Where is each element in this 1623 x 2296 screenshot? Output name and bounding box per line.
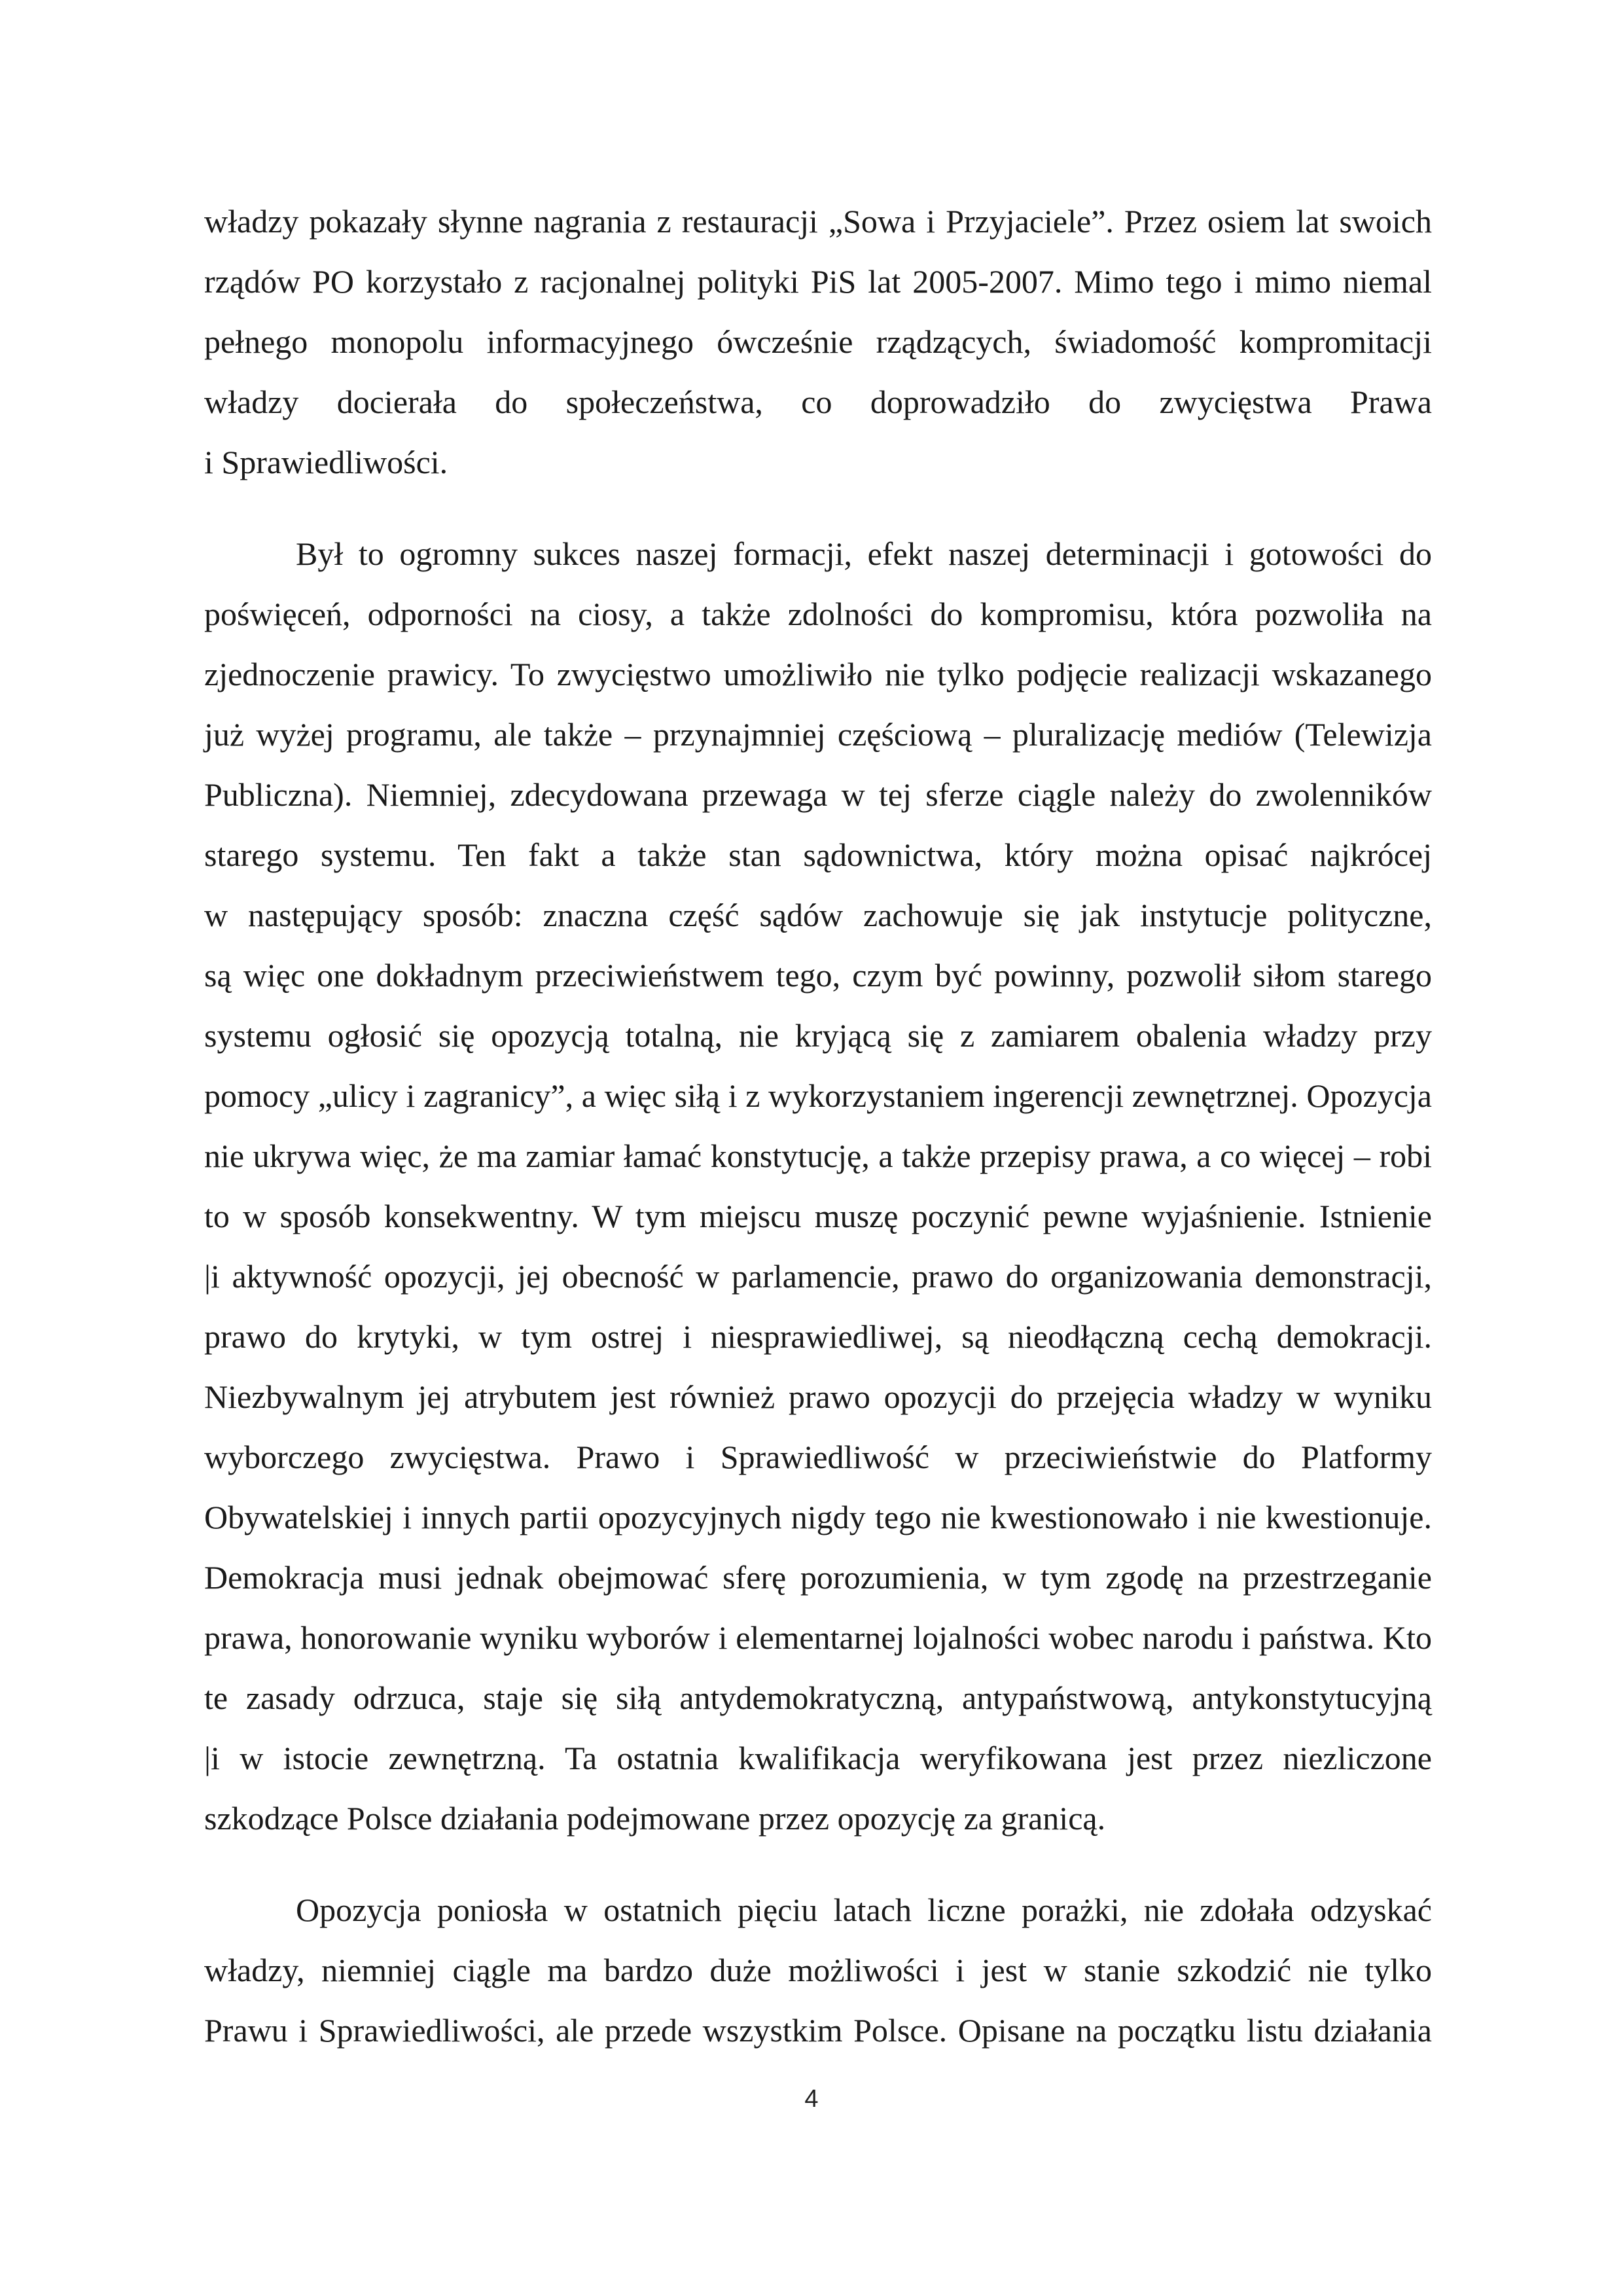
text-line: już wyżej programu, ale także – przynajmniej częściową – pluralizację mediów (Telewizja [204,716,1432,753]
text-line: prawa, honorowanie wyniku wyborów i elementarnej lojalności wobec narodu i państwa. Kto [204,1619,1432,1656]
text-line: Prawu i Sprawiedliwości, ale przede wszystkim Polsce. Opisane na początku listu działania [204,2012,1432,2049]
text-line: wyborczego zwycięstwa. Prawo i Sprawiedliwość w przeciwieństwie do Platformy [204,1439,1432,1475]
text-line: rządów PO korzystało z racjonalnej polityki PiS lat 2005-2007. Mimo tego i mimo niemal [204,263,1432,300]
text-line: systemu ogłosić się opozycją totalną, nie kryjącą się z zamiarem obalenia władzy przy [204,1017,1432,1054]
text-line: pomocy „ulicy i zagranicy”, a więc siłą i z wykorzystaniem ingerencji zewnętrznej. Opozycja [204,1077,1432,1114]
paragraph-gap [204,492,1432,524]
text-line: władzy, niemniej ciągle ma bardzo duże możliwości i jest w stanie szkodzić nie tylko [204,1952,1432,1988]
text-line: w następujący sposób: znaczna część sądów zachowuje się jak instytucje polityczne, [204,897,1432,933]
text-line: pełnego monopolu informacyjnego ówcześnie rządzących, świadomość kompromitacji [204,323,1432,360]
text-line: nie ukrywa więc, że ma zamiar łamać konstytucję, a także przepisy prawa, a co więcej – robi [204,1138,1432,1174]
text-line: prawo do krytyki, w tym ostrej i niesprawiedliwej, są nieodłączną cechą demokracji. [204,1318,1432,1355]
paragraph-gap [204,1848,1432,1880]
text-line: |i aktywność opozycji, jej obecność w parlamencie, prawo do organizowania demonstracji, [204,1258,1432,1295]
text-line: to w sposób konsekwentny. W tym miejscu muszę poczynić pewne wyjaśnienie. Istnienie [204,1198,1432,1234]
text-line: Obywatelskiej i innych partii opozycyjnych nigdy tego nie kwestionowało i nie kwestionuje. [204,1499,1432,1535]
text-line: są więc one dokładnym przeciwieństwem tego, czym być powinny, pozwolił siłom starego [204,957,1432,994]
text-line: szkodzące Polsce działania podejmowane przez opozycję za granicą. [204,1800,1106,1837]
text-line: |i w istocie zewnętrzną. Ta ostatnia kwalifikacja weryfikowana jest przez niezliczone [204,1740,1432,1776]
paragraph [204,524,1432,1848]
text-line: Demokracja musi jednak obejmować sferę porozumienia, w tym zgodę na przestrzeganie [204,1559,1432,1596]
text-line: starego systemu. Ten fakt a także stan sądownictwa, który można opisać najkrócej [204,836,1432,873]
text-line: poświęceń, odporności na ciosy, a także zdolności do kompromisu, która pozwoliła na [204,596,1432,632]
text-line: władzy pokazały słynne nagrania z restauracji „Sowa i Przyjaciele”. Przez osiem lat swoich [204,203,1432,240]
body-text [204,191,1432,2060]
text-line: Publiczna). Niemniej, zdecydowana przewaga w tej sferze ciągle należy do zwolenników [204,776,1432,813]
text-line: Niezbywalnym jej atrybutem jest również prawo opozycji do przejęcia władzy w wyniku [204,1378,1432,1415]
text-line: i Sprawiedliwości. [204,444,448,480]
text-line: Opozycja poniosła w ostatnich pięciu latach liczne porażki, nie zdołała odzyskać [296,1892,1432,1928]
text-line: te zasady odrzuca, staje się siłą antydemokratyczną, antypaństwową, antykonstytucyjną [204,1679,1432,1716]
page-number: 4 [804,2085,819,2113]
paragraph [204,191,1432,492]
text-line: Był to ogromny sukces naszej formacji, efekt naszej determinacji i gotowości do [296,535,1432,572]
text-line: władzy docierała do społeczeństwa, co doprowadziło do zwycięstwa Prawa [204,384,1432,420]
paragraph [204,1880,1432,2060]
text-line: zjednoczenie prawicy. To zwycięstwo umożliwiło nie tylko podjęcie realizacji wskazanego [204,656,1432,692]
